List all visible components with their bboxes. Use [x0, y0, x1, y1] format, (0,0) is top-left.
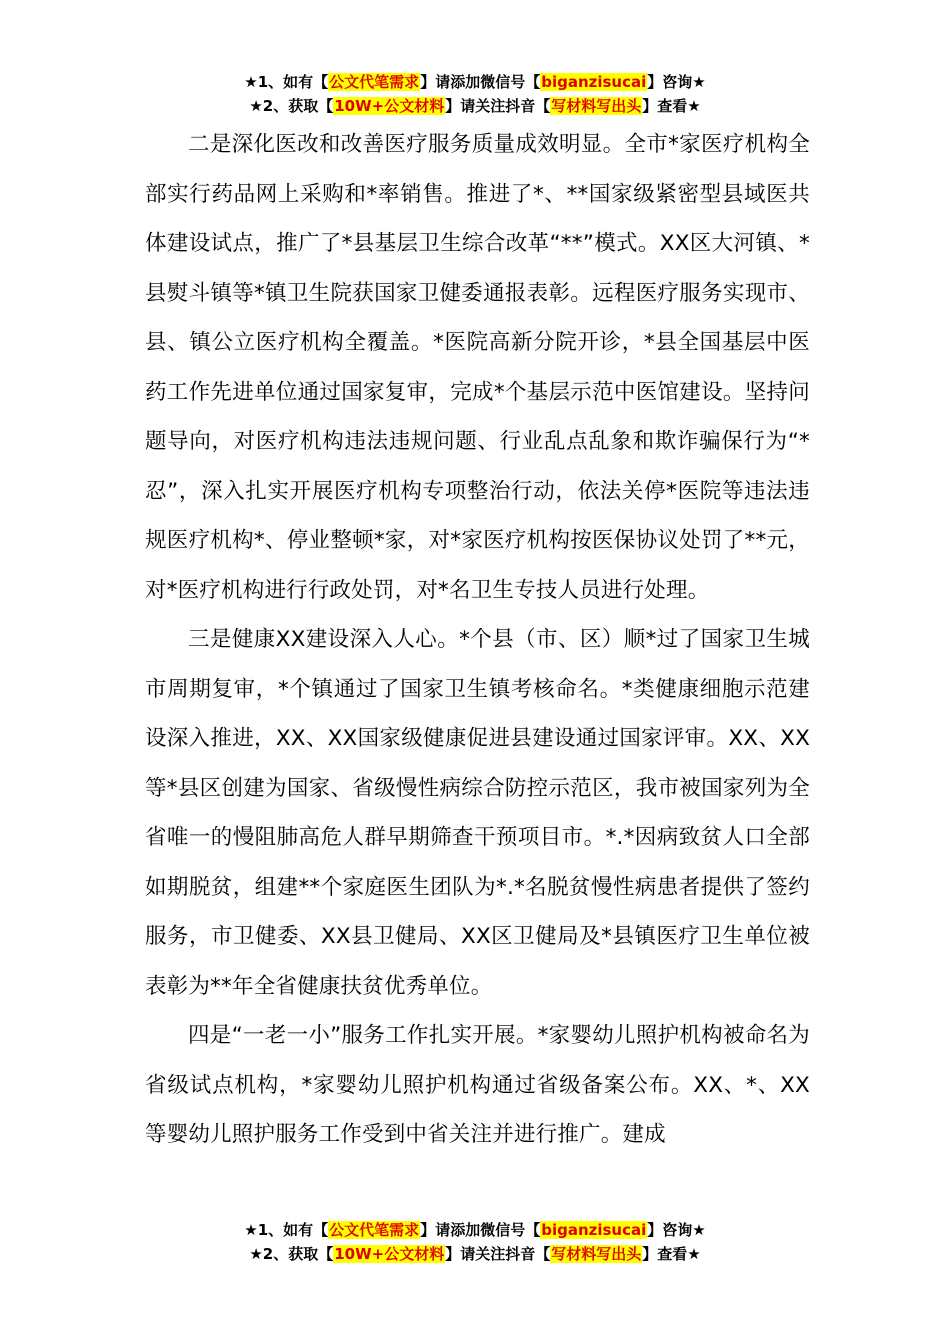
footer-banner — [0, 1218, 950, 1266]
banner-highlight: 公文代笔需求 — [329, 1221, 420, 1239]
banner-text: 】请关注抖音【 — [445, 97, 551, 115]
banner-highlight: 公文代笔需求 — [329, 73, 420, 91]
banner-text: 】查看★ — [642, 97, 701, 115]
banner-text: ★2、获取【 — [249, 97, 334, 115]
banner-text: ★1、如有【 — [244, 73, 329, 91]
paragraph-3: 三是健康XX建设深入人心。*个县（市、区）顺*过了国家卫生城市周期复审，*个镇通过了国家卫生镇考核命名。*类健康细胞示范建设深入推进，XX、XX国家级健康促进县建设通过国家评审。XX、XX等*县区创建为国家、省级慢性病综合防控示范区，我市被国家列为全省唯一的慢阻肺高危人群早期筛查干预项目市。*.*因病致贫人口全部如期脱贫，组建**个家庭医生团队为*.*名脱贫慢性病患者提供了签约服务，市卫健委、XX县卫健局、XX区卫健局及*县镇医疗卫生单位被表彰为**年全省健康扶贫优秀单位。 — [145, 627, 810, 999]
banner-line-2 — [0, 94, 950, 118]
banner-line-1 — [0, 1218, 950, 1242]
paragraph-4: 四是“一老一小”服务工作扎实开展。*家婴幼儿照护机构被命名为省级试点机构，*家婴幼儿照护机构通过省级备案公布。XX、*、XX等婴幼儿照护服务工作受到中省关注并进行推广。建成 — [145, 1023, 810, 1147]
banner-text: 】请关注抖音【 — [445, 1245, 551, 1263]
banner-text: 】咨询★ — [647, 73, 706, 91]
banner-highlight: 10W+公文材料 — [334, 1245, 445, 1263]
banner-highlight: biganzisucai — [541, 1221, 647, 1239]
banner-text: 】查看★ — [642, 1245, 701, 1263]
banner-line-1 — [0, 70, 950, 94]
header-banner — [0, 70, 950, 118]
banner-highlight: 写材料写出头 — [551, 1245, 642, 1263]
banner-text: ★2、获取【 — [249, 1245, 334, 1263]
banner-text: ★1、如有【 — [244, 1221, 329, 1239]
banner-text: 】咨询★ — [647, 1221, 706, 1239]
banner-text: 】请添加微信号【 — [420, 73, 541, 91]
document-body — [145, 120, 810, 1160]
banner-highlight: biganzisucai — [541, 73, 647, 91]
banner-text: 】请添加微信号【 — [420, 1221, 541, 1239]
paragraph-2: 二是深化医改和改善医疗服务质量成效明显。全市*家医疗机构全部实行药品网上采购和*率销售。推进了*、**国家级紧密型县域医共体建设试点，推广了*县基层卫生综合改革“**”模式。XX区大河镇、*县熨斗镇等*镇卫生院获国家卫健委通报表彰。远程医疗服务实现市、县、镇公立医疗机构全覆盖。*医院高新分院开诊，*县全国基层中医药工作先进单位通过国家复审，完成*个基层示范中医馆建设。坚持问题导向，对医疗机构违法违规问题、行业乱点乱象和欺诈骗保行为“*忍”，深入扎实开展医疗机构专项整治行动，依法关停*医院等违法违规医疗机构*、停业整顿*家，对*家医疗机构按医保协议处罚了**元，对*医疗机构进行行政处罚，对*名卫生专技人员进行处理。 — [145, 132, 810, 603]
banner-line-2 — [0, 1242, 950, 1266]
banner-highlight: 10W+公文材料 — [334, 97, 445, 115]
banner-highlight: 写材料写出头 — [551, 97, 642, 115]
